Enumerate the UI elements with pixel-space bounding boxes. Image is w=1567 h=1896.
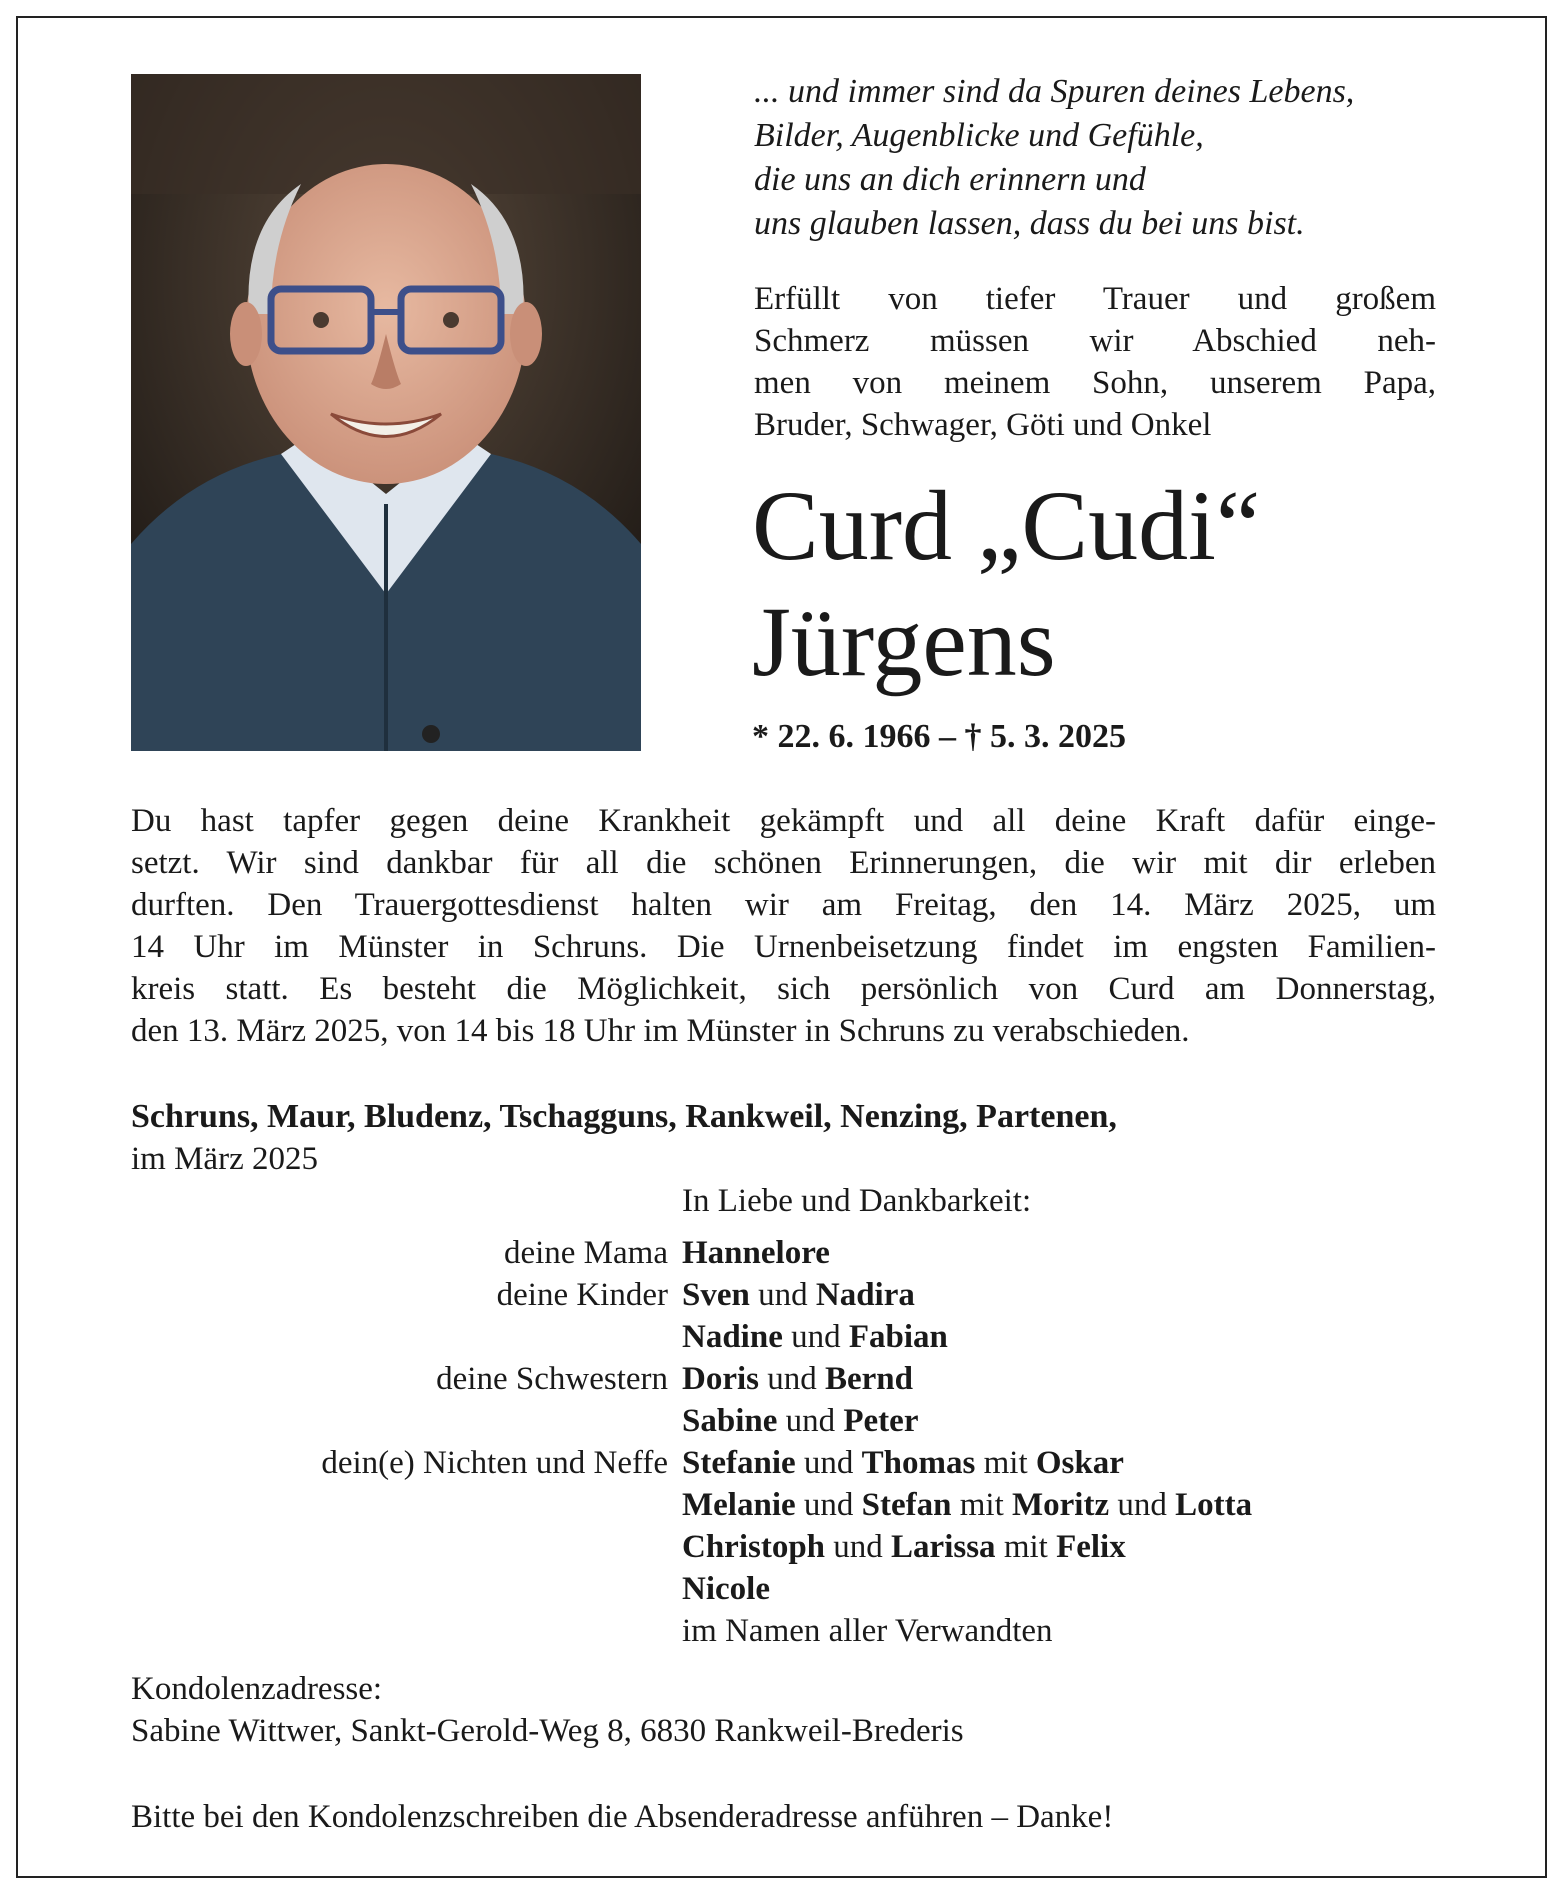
family-names [668,1442,1124,1484]
poem-line: uns glauben lassen, dass du bei uns bist. [754,205,1305,242]
family-member-name: Stefanie [682,1445,796,1481]
name-connector: mit [995,1529,1057,1565]
address-label: Kondolenzadresse: [131,1671,383,1707]
family-relation: deine Mama [503,1235,668,1271]
address-value: Sabine Wittwer, Sankt-Gerold-Weg 8, 6830 Rankweil-Brederis [131,1713,964,1749]
family-member-name: Nadira [815,1277,915,1313]
family-member-name: Doris [682,1361,759,1397]
intro-line: Schmerz müssen wir Abschied neh- [754,323,1436,359]
family-member-name: Felix [1056,1529,1126,1565]
family-member-name: Fabian [848,1319,948,1355]
name-connector: und [795,1487,862,1523]
name-connector: und [825,1529,892,1565]
family-names [668,1568,770,1610]
body-text [131,800,1436,1052]
family-relation [131,1484,668,1526]
family-member-name: Nadine [682,1319,783,1355]
family-member-name: Melanie [682,1487,796,1523]
name-connector: und [795,1445,862,1481]
family-row [131,1484,1481,1526]
poem-line: Bilder, Augenblicke und Gefühle, [754,117,1204,154]
family-relation [131,1526,668,1568]
family-row [131,1568,1481,1610]
family-member-name: Oskar [1035,1445,1124,1481]
family-relation [131,1568,668,1610]
name-line-1: Curd „Cudi“ [752,470,1261,581]
family-names [668,1400,918,1442]
family-names [668,1358,913,1400]
name-connector: und [777,1403,844,1439]
family-member-name: Thomas [861,1445,976,1481]
family-member-name: Bernd [825,1361,914,1397]
family-member-name: Christoph [682,1529,826,1565]
intro-line: men von meinem Sohn, unserem Papa, [754,365,1436,401]
deceased-name [752,468,1260,700]
family-member-name: Stefan [861,1487,952,1523]
family-member-name: Hannelore [682,1235,830,1271]
life-dates: * 22. 6. 1966 – † 5. 3. 2025 [752,718,1126,755]
family-member-name: Sven [682,1277,750,1313]
name-connector: und [759,1361,825,1397]
family-row [131,1400,1481,1442]
family-row [131,1232,1481,1274]
family-member-name: Larissa [891,1529,996,1565]
places: Schruns, Maur, Bludenz, Tschagguns, Rankweil, Nenzing, Partenen, [131,1098,1117,1135]
body-line: kreis statt. Es besteht die Möglichkeit, sich persönlich von Curd am Donnerstag, [131,971,1436,1007]
name-line-2: Jürgens [752,586,1056,697]
intro-line: Erfüllt von tiefer Trauer und großem [754,281,1436,317]
family-names [668,1232,830,1274]
family-member-name: Moritz [1012,1487,1110,1523]
family-relation [131,1316,668,1358]
family-names [668,1316,948,1358]
poem-line: ... und immer sind da Spuren deines Lebens, [754,73,1355,110]
family-member-name: Sabine [682,1403,778,1439]
name-connector: mit [975,1445,1036,1481]
family-names [668,1484,1252,1526]
condolence-address [131,1668,964,1752]
family-relation: dein(e) Nichten und Neffe [321,1445,668,1481]
family-list [131,1232,1481,1610]
place-date: im März 2025 [131,1141,318,1177]
intro-text [754,278,1436,446]
closing-line: im Namen aller Verwandten [682,1613,1053,1649]
poem [754,70,1524,246]
portrait-photo [131,74,641,751]
family-row [131,1526,1481,1568]
family-member-name: Nicole [682,1571,770,1607]
poem-line: die uns an dich erinnern und [754,161,1146,198]
body-line: Du hast tapfer gegen deine Krankheit gekämpft und all deine Kraft dafür einge- [131,803,1436,839]
family-row [131,1316,1481,1358]
family-names [668,1526,1126,1568]
body-line: 14 Uhr im Münster in Schruns. Die Urnenbeisetzung findet im engsten Familien- [131,929,1436,965]
name-connector: und [1109,1487,1176,1523]
body-line: durften. Den Trauergottesdienst halten wir am Freitag, den 14. März 2025, um [131,887,1436,923]
family-relation: deine Kinder [496,1277,668,1313]
family-relation: deine Schwestern [436,1361,668,1397]
love-line: In Liebe und Dankbarkeit: [682,1183,1032,1219]
family-member-name: Peter [843,1403,919,1439]
family-relation [131,1400,668,1442]
family-member-name: Lotta [1175,1487,1253,1523]
family-row [131,1442,1481,1484]
family-names [668,1274,915,1316]
family-row [131,1274,1481,1316]
family-row [131,1358,1481,1400]
body-line: setzt. Wir sind dankbar für all die schönen Erinnerungen, die wir mit dir erleben [131,845,1436,881]
closing-note: Bitte bei den Kondolenzschreiben die Absenderadresse anführen – Danke! [131,1799,1114,1835]
name-connector: und [749,1277,816,1313]
name-connector: und [782,1319,849,1355]
intro-line: Bruder, Schwager, Göti und Onkel [754,407,1212,443]
body-line: den 13. März 2025, von 14 bis 18 Uhr im Münster in Schruns zu verabschieden. [131,1013,1190,1049]
name-connector: mit [951,1487,1012,1523]
